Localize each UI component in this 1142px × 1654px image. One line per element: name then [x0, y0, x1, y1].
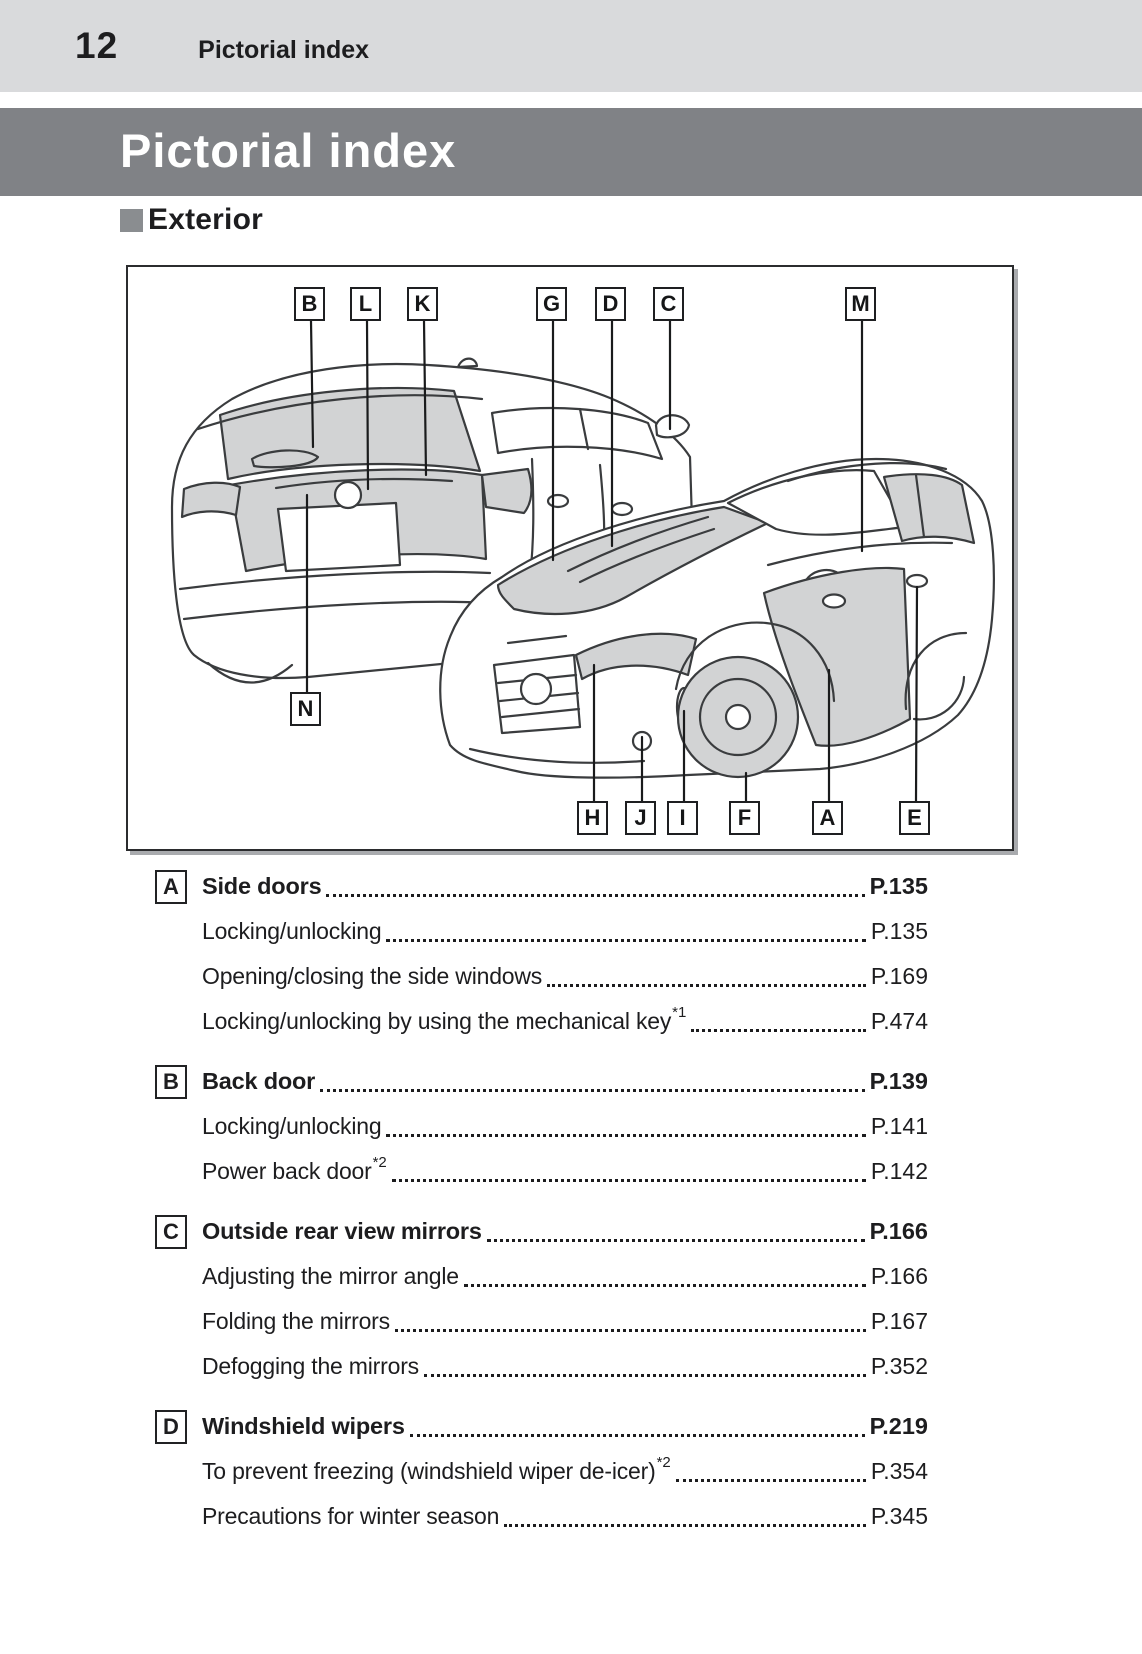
index-item-label: Precautions for winter season [202, 1503, 500, 1529]
callout-C: C [653, 287, 684, 321]
index-item-page-ref: P.142 [870, 1158, 928, 1184]
dot-leader [691, 1012, 866, 1032]
callout-A: A [812, 801, 843, 835]
section-title-text: Back door [202, 1068, 316, 1094]
section-page-ref: P.139 [869, 1068, 928, 1094]
index-section [155, 1404, 928, 1539]
index-list [155, 864, 928, 1539]
callout-G: G [536, 287, 567, 321]
index-section-row [155, 1059, 928, 1104]
dot-leader [504, 1507, 866, 1527]
index-item-label: Locking/unlocking by using the mechanical key [202, 1008, 672, 1034]
index-item-label: Adjusting the mirror angle [202, 1263, 459, 1289]
dot-leader [320, 1072, 864, 1092]
index-section-row [155, 864, 928, 909]
index-item-page-ref: P.354 [870, 1458, 928, 1484]
index-item-page-ref: P.352 [870, 1353, 928, 1379]
index-item-row [155, 999, 928, 1044]
index-item-row [155, 1494, 928, 1539]
dot-leader [487, 1222, 865, 1242]
index-section [155, 1209, 928, 1389]
callout-E: E [899, 801, 930, 835]
car-illustration [128, 267, 1008, 845]
section-page-ref: P.135 [869, 873, 928, 899]
index-item-label: Opening/closing the side windows [202, 963, 543, 989]
dot-leader [676, 1462, 866, 1482]
section-key-box: C [155, 1215, 187, 1249]
section-key-box: B [155, 1065, 187, 1099]
dot-leader [547, 967, 866, 987]
callout-F: F [729, 801, 760, 835]
section-page-ref: P.166 [869, 1218, 928, 1244]
index-item-row [155, 1254, 928, 1299]
index-item-label: To prevent freezing (windshield wiper de-icer) [202, 1458, 656, 1484]
index-item-row [155, 954, 928, 999]
index-section [155, 864, 928, 1044]
index-item-page-ref: P.141 [870, 1113, 928, 1139]
dot-leader [424, 1357, 866, 1377]
dot-leader [326, 877, 864, 897]
dot-leader [386, 1117, 865, 1137]
section-heading [120, 203, 263, 237]
footnote-marker: *2 [656, 1454, 671, 1471]
chapter-banner-title: Pictorial index [120, 124, 457, 177]
footnote-marker: *1 [672, 1004, 687, 1021]
callout-L: L [350, 287, 381, 321]
footnote-marker: *2 [372, 1154, 387, 1171]
index-item-page-ref: P.166 [870, 1263, 928, 1289]
section-page-ref: P.219 [869, 1413, 928, 1439]
dot-leader [395, 1312, 866, 1332]
index-item-page-ref: P.167 [870, 1308, 928, 1334]
section-key-box: A [155, 870, 187, 904]
index-item-page-ref: P.169 [870, 963, 928, 989]
index-item-row [155, 1344, 928, 1389]
index-item-row [155, 1449, 928, 1494]
index-item-label: Locking/unlocking [202, 1113, 382, 1139]
index-item-row [155, 1149, 928, 1194]
section-title: Exterior [148, 203, 263, 236]
section-title-text: Outside rear view mirrors [202, 1218, 482, 1244]
dot-leader [392, 1162, 866, 1182]
index-item-label: Power back door [202, 1158, 372, 1184]
chapter-banner [0, 108, 1142, 196]
exterior-diagram [126, 265, 1014, 851]
callout-H: H [577, 801, 608, 835]
section-marker-icon [120, 209, 143, 232]
callout-I: I [667, 801, 698, 835]
section-title-text: Windshield wipers [202, 1413, 405, 1439]
dot-leader [464, 1267, 866, 1287]
section-title-text: Side doors [202, 873, 322, 899]
index-item-page-ref: P.135 [870, 918, 928, 944]
callout-K: K [407, 287, 438, 321]
index-item-label: Folding the mirrors [202, 1308, 390, 1334]
dot-leader [386, 922, 865, 942]
index-item-row [155, 1104, 928, 1149]
index-item-label: Defogging the mirrors [202, 1353, 419, 1379]
index-section-row [155, 1404, 928, 1449]
index-item-row [155, 1299, 928, 1344]
callout-B: B [294, 287, 325, 321]
section-key-box: D [155, 1410, 187, 1444]
page-header [0, 0, 1142, 92]
index-item-label: Locking/unlocking [202, 918, 382, 944]
dot-leader [410, 1417, 865, 1437]
index-item-page-ref: P.345 [870, 1503, 928, 1529]
callout-D: D [595, 287, 626, 321]
callout-N: N [290, 692, 321, 726]
index-item-row [155, 909, 928, 954]
index-section-row [155, 1209, 928, 1254]
page-number: 12 [75, 25, 119, 66]
index-section [155, 1059, 928, 1194]
header-title: Pictorial index [198, 36, 370, 64]
callout-M: M [845, 287, 876, 321]
index-item-page-ref: P.474 [870, 1008, 928, 1034]
callout-J: J [625, 801, 656, 835]
